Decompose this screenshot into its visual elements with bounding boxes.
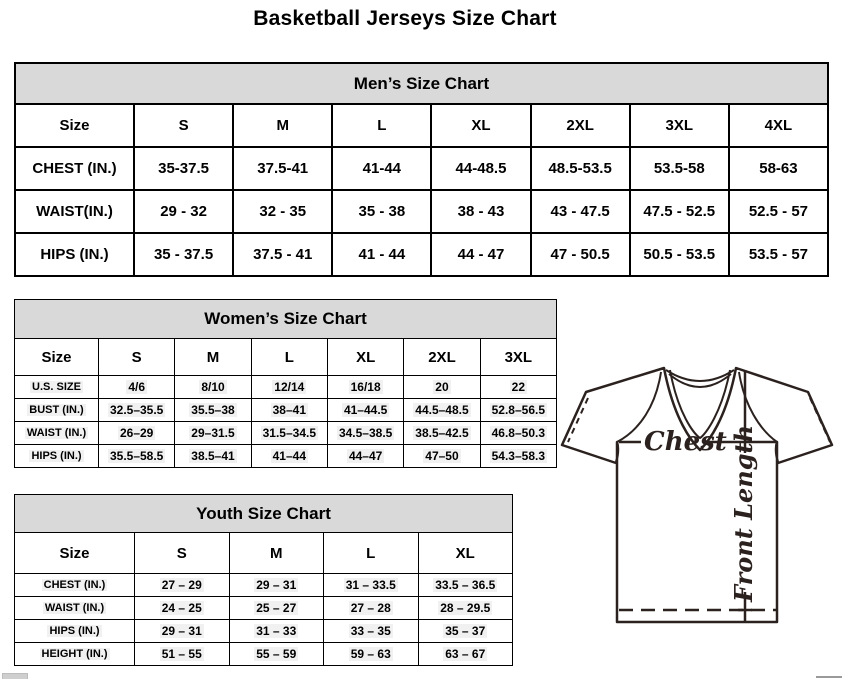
- size-value-cell: 12/14: [251, 376, 327, 399]
- size-value-cell: 38–41: [251, 399, 327, 422]
- size-header-4xl: 4XL: [729, 104, 828, 147]
- horizontal-scrollbar-fragment-right[interactable]: [816, 676, 842, 678]
- size-value-cell: 38.5–42.5: [404, 422, 480, 445]
- size-value-cell: 53.5 - 57: [729, 233, 828, 276]
- size-value-cell: 41–44.5: [327, 399, 403, 422]
- size-header-row: [15, 533, 513, 574]
- row-label: U.S. SIZE: [15, 376, 99, 399]
- table-row: [15, 376, 557, 399]
- row-label: BUST (IN.): [15, 399, 99, 422]
- size-column-header: Size: [15, 104, 134, 147]
- size-value-cell: 44.5–48.5: [404, 399, 480, 422]
- size-value-cell: 20: [404, 376, 480, 399]
- youth-size-table-body: [15, 495, 513, 666]
- size-value-cell: 47 - 50.5: [531, 233, 630, 276]
- size-value-cell: 31 – 33: [229, 620, 324, 643]
- size-header-m: M: [233, 104, 332, 147]
- size-header-row: [15, 339, 557, 376]
- size-header-l: L: [251, 339, 327, 376]
- size-value-cell: 44–47: [327, 445, 403, 468]
- size-value-cell: 46.8–50.3: [480, 422, 556, 445]
- table-row: [15, 574, 513, 597]
- size-value-cell: 29 – 31: [229, 574, 324, 597]
- table-row: [15, 190, 828, 233]
- size-value-cell: 34.5–38.5: [327, 422, 403, 445]
- size-value-cell: 51 – 55: [135, 643, 230, 666]
- front-length-label: Front Length: [729, 424, 758, 602]
- size-value-cell: 35 – 37: [418, 620, 513, 643]
- size-header-2xl: 2XL: [531, 104, 630, 147]
- row-label: HEIGHT (IN.): [15, 643, 135, 666]
- chart-title-row: [15, 300, 557, 339]
- size-value-cell: 35.5–58.5: [99, 445, 175, 468]
- jersey-outline: [562, 368, 832, 622]
- womens-size-table-body: [15, 300, 557, 468]
- chart-title-row: [15, 63, 828, 104]
- size-header-s: S: [135, 533, 230, 574]
- jersey-diagram: [556, 350, 842, 660]
- size-header-xl: XL: [327, 339, 403, 376]
- size-value-cell: 29–31.5: [175, 422, 251, 445]
- size-value-cell: 63 – 67: [418, 643, 513, 666]
- size-value-cell: 44-48.5: [431, 147, 530, 190]
- size-value-cell: 41–44: [251, 445, 327, 468]
- size-value-cell: 32 - 35: [233, 190, 332, 233]
- size-value-cell: 8/10: [175, 376, 251, 399]
- table-row: [15, 620, 513, 643]
- table-row: [15, 643, 513, 666]
- size-value-cell: 24 – 25: [135, 597, 230, 620]
- row-label: WAIST (IN.): [15, 597, 135, 620]
- size-value-cell: 52.5 - 57: [729, 190, 828, 233]
- size-value-cell: 37.5 - 41: [233, 233, 332, 276]
- mens-size-table-body: [15, 63, 828, 276]
- size-value-cell: 31 – 33.5: [324, 574, 419, 597]
- size-header-s: S: [134, 104, 233, 147]
- size-header-l: L: [324, 533, 419, 574]
- row-label: HIPS (IN.): [15, 233, 134, 276]
- size-value-cell: 31.5–34.5: [251, 422, 327, 445]
- chart-title-row: [15, 495, 513, 533]
- size-value-cell: 41 - 44: [332, 233, 431, 276]
- table-row: [15, 597, 513, 620]
- size-value-cell: 59 – 63: [324, 643, 419, 666]
- size-header-xl: XL: [418, 533, 513, 574]
- size-value-cell: 29 – 31: [135, 620, 230, 643]
- chest-label: Chest: [644, 427, 727, 457]
- size-value-cell: 47.5 - 52.5: [630, 190, 729, 233]
- size-value-cell: 35-37.5: [134, 147, 233, 190]
- table-row: [15, 445, 557, 468]
- size-value-cell: 35.5–38: [175, 399, 251, 422]
- size-value-cell: 27 – 28: [324, 597, 419, 620]
- size-header-m: M: [229, 533, 324, 574]
- page-title: Basketball Jerseys Size Chart: [253, 7, 557, 30]
- size-value-cell: 25 – 27: [229, 597, 324, 620]
- row-label: CHEST (IN.): [15, 574, 135, 597]
- size-value-cell: 35 - 38: [332, 190, 431, 233]
- size-value-cell: 35 - 37.5: [134, 233, 233, 276]
- size-column-header: Size: [15, 339, 99, 376]
- size-value-cell: 55 – 59: [229, 643, 324, 666]
- size-value-cell: 38 - 43: [431, 190, 530, 233]
- size-value-cell: 47–50: [404, 445, 480, 468]
- size-header-row: [15, 104, 828, 147]
- size-header-xl: XL: [431, 104, 530, 147]
- row-label: WAIST(IN.): [15, 190, 134, 233]
- table-row: [15, 233, 828, 276]
- size-value-cell: 53.5-58: [630, 147, 729, 190]
- size-value-cell: 41-44: [332, 147, 431, 190]
- size-header-3xl: 3XL: [480, 339, 556, 376]
- chart-title: Men’s Size Chart: [15, 63, 828, 104]
- size-header-2xl: 2XL: [404, 339, 480, 376]
- row-label: WAIST (IN.): [15, 422, 99, 445]
- size-header-l: L: [332, 104, 431, 147]
- table-row: [15, 422, 557, 445]
- size-value-cell: 22: [480, 376, 556, 399]
- size-value-cell: 52.8–56.5: [480, 399, 556, 422]
- size-value-cell: 28 – 29.5: [418, 597, 513, 620]
- size-value-cell: 4/6: [99, 376, 175, 399]
- size-value-cell: 44 - 47: [431, 233, 530, 276]
- size-value-cell: 48.5-53.5: [531, 147, 630, 190]
- size-column-header: Size: [15, 533, 135, 574]
- womens-size-table: [14, 299, 557, 468]
- size-value-cell: 29 - 32: [134, 190, 233, 233]
- table-row: [15, 399, 557, 422]
- size-value-cell: 26–29: [99, 422, 175, 445]
- size-value-cell: 27 – 29: [135, 574, 230, 597]
- size-value-cell: 33 – 35: [324, 620, 419, 643]
- size-value-cell: 50.5 - 53.5: [630, 233, 729, 276]
- table-row: [15, 147, 828, 190]
- horizontal-scrollbar-fragment-left[interactable]: [2, 673, 28, 679]
- size-header-m: M: [175, 339, 251, 376]
- size-value-cell: 58-63: [729, 147, 828, 190]
- mens-size-table: [14, 62, 829, 277]
- size-value-cell: 38.5–41: [175, 445, 251, 468]
- chart-title: Youth Size Chart: [15, 495, 513, 533]
- size-header-s: S: [99, 339, 175, 376]
- size-value-cell: 54.3–58.3: [480, 445, 556, 468]
- row-label: HIPS (IN.): [15, 620, 135, 643]
- chart-title: Women’s Size Chart: [15, 300, 557, 339]
- youth-size-table: [14, 494, 513, 666]
- size-value-cell: 33.5 – 36.5: [418, 574, 513, 597]
- size-value-cell: 43 - 47.5: [531, 190, 630, 233]
- row-label: CHEST (IN.): [15, 147, 134, 190]
- size-value-cell: 32.5–35.5: [99, 399, 175, 422]
- size-header-3xl: 3XL: [630, 104, 729, 147]
- row-label: HIPS (IN.): [15, 445, 99, 468]
- size-value-cell: 37.5-41: [233, 147, 332, 190]
- size-value-cell: 16/18: [327, 376, 403, 399]
